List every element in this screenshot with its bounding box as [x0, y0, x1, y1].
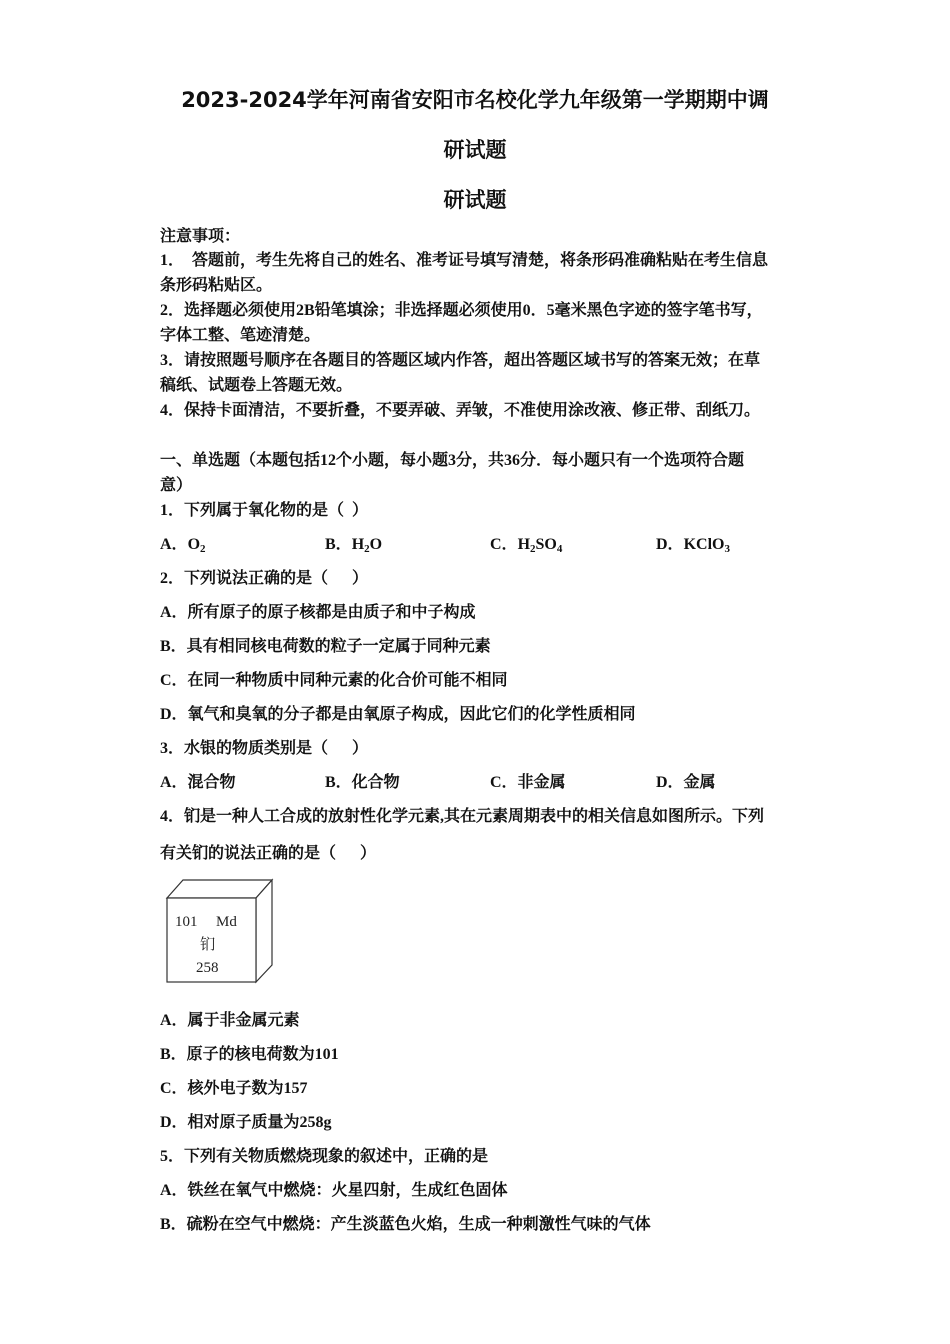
- question-4-stem-continued: 有关钔的说法正确的是（ ）: [160, 845, 377, 862]
- formula-subscript: 2: [364, 543, 370, 555]
- question-4-option-c: C．核外电子数为157: [160, 1080, 308, 1097]
- notice-heading: 注意事项：: [160, 228, 241, 245]
- formula-subscript: 3: [724, 543, 730, 555]
- notice-line: 1． 答题前，考生先将自己的姓名、准考证号填写清楚，将条形码准确粘贴在考生信息: [160, 252, 769, 269]
- question-5-stem: 5．下列有关物质燃烧现象的叙述中，正确的是: [160, 1148, 489, 1165]
- question-2-stem: 2．下列说法正确的是（ ）: [160, 570, 369, 587]
- option-label: C．: [490, 536, 518, 553]
- question-3-option-c: C．非金属: [490, 774, 566, 791]
- question-2-option-a: A．所有原子的原子核都是由质子和中子构成: [160, 604, 476, 621]
- question-2-option-d: D．氧气和臭氧的分子都是由氧原子构成，因此它们的化学性质相同: [160, 706, 636, 723]
- question-4-option-d: D．相对原子质量为258g: [160, 1114, 332, 1131]
- notice-line: 2．选择题必须使用2B铅笔填涂；非选择题必须使用0．5毫米黑色字迹的签字笔书写，: [160, 302, 763, 319]
- section-heading: 一、单选题（本题包括12个小题，每小题3分，共36分．每小题只有一个选项符合题: [160, 452, 745, 469]
- option-label: B．: [325, 536, 352, 553]
- formula-part: H: [517, 536, 531, 553]
- element-symbol: Md: [216, 914, 237, 930]
- section-heading-continued: 意）: [160, 477, 193, 494]
- question-5-option-b: B．硫粉在空气中燃烧：产生淡蓝色火焰，生成一种刺激性气味的气体: [160, 1216, 651, 1233]
- formula-subscript: 2: [530, 543, 536, 555]
- question-3-option-a: A．混合物: [160, 774, 236, 791]
- question-3-stem: 3．水银的物质类别是（ ）: [160, 740, 369, 757]
- notice-line: 3．请按照题号顺序在各题目的答题区域内作答，超出答题区域书写的答案无效；在草: [160, 352, 761, 369]
- periodic-table-cell-figure: [160, 872, 280, 990]
- formula-part: SO: [535, 536, 557, 553]
- atomic-number: 101: [175, 914, 198, 930]
- box-side-face: [256, 880, 272, 982]
- formula-part: O: [369, 536, 383, 553]
- box-top-face: [167, 880, 272, 898]
- formula-subscript: 4: [556, 543, 563, 555]
- exam-title-line-2: 研试题: [443, 138, 507, 162]
- notice-line: 稿纸、试题卷上答题无效。: [160, 377, 353, 394]
- question-1-option-c: [490, 534, 562, 556]
- question-2-option-c: C．在同一种物质中同种元素的化合价可能不相同: [160, 672, 508, 689]
- notice-line: 字体工整、笔迹清楚。: [160, 327, 321, 344]
- question-4-option-a: A．属于非金属元素: [160, 1012, 300, 1029]
- formula-part: KClO: [683, 536, 725, 553]
- question-1-stem: 1．下列属于氧化物的是（ ）: [160, 502, 369, 519]
- question-1-option-b: [325, 534, 382, 556]
- question-3-option-b: B．化合物: [325, 774, 400, 791]
- question-5-option-a: A．铁丝在氧气中燃烧：火星四射，生成红色固体: [160, 1182, 508, 1199]
- question-1-option-d: [656, 534, 730, 556]
- element-box-drawing: [160, 872, 280, 990]
- exam-title-line-1: 2023-2024学年河南省安阳市名校化学九年级第一学期期中调: [181, 88, 769, 112]
- question-1-option-a: [160, 534, 206, 556]
- notice-line: 4．保持卡面清洁，不要折叠，不要弄破、弄皱，不准使用涂改液、修正带、刮纸刀。: [160, 402, 761, 419]
- element-name: 钔: [200, 937, 216, 953]
- formula-part: H: [351, 536, 365, 553]
- question-3-option-d: D．金属: [656, 774, 716, 791]
- formula-subscript: 2: [200, 543, 206, 555]
- atomic-mass: 258: [196, 960, 219, 976]
- option-label: A．: [160, 536, 188, 553]
- exam-title-line-3: 研试题: [443, 188, 507, 212]
- question-2-option-b: B．具有相同核电荷数的粒子一定属于同种元素: [160, 638, 491, 655]
- notice-line: 条形码粘贴区。: [160, 277, 273, 294]
- question-4-stem: 4．钔是一种人工合成的放射性化学元素,其在元素周期表中的相关信息如图所示。下列: [160, 808, 765, 825]
- question-4-option-b: B．原子的核电荷数为101: [160, 1046, 339, 1063]
- formula-part: O: [187, 536, 201, 553]
- option-label: D．: [656, 536, 684, 553]
